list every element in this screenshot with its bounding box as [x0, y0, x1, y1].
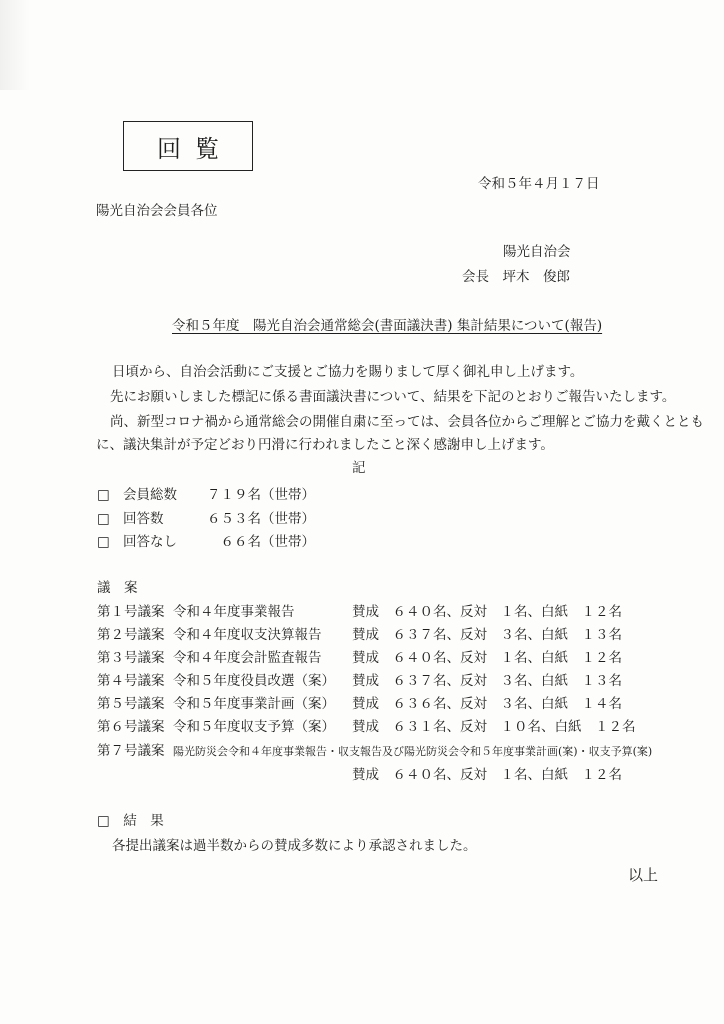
kairan-stamp-box	[123, 121, 253, 171]
agenda-name: 令和４年度収支決算報告	[173, 627, 322, 643]
agenda-item	[97, 600, 353, 620]
agenda-votes: 賛成 ６４０名、反対 １名、白紙 １２名	[352, 767, 622, 783]
agenda-number: 第７号議案	[97, 743, 165, 759]
body-paragraph-3: 尚、新型コロナ禍から通常総会の開催自粛に至っては、会員各位からご理解とご協力を戴くととも	[110, 414, 704, 430]
agenda-item	[97, 692, 353, 712]
agenda-votes: 賛成 ６３７名、反対 ３名、白紙 １３名	[352, 673, 622, 689]
body-paragraph-3-cont: に、議決集計が予定どおり円滑に行われましたこと深く感謝申し上げます。	[96, 437, 554, 453]
body-paragraph-1: 日頃から、自治会活動にご支援とご協力を賜りまして厚く御礼申し上げます。	[112, 364, 584, 380]
agenda-heading: 議 案	[97, 580, 138, 596]
body-paragraph-2: 先にお願いしました標記に係る書面議決書について、結果を下記のとおりご報告いたします。	[110, 389, 676, 405]
closing-ijou: 以上	[628, 866, 659, 884]
summary-row-answered	[97, 507, 315, 527]
summary-label: 会員総数	[123, 487, 177, 503]
agenda-number: 第３号議案	[97, 650, 165, 666]
ki-heading: 記	[352, 460, 366, 476]
agenda-name: 令和５年度事業計画（案）	[173, 696, 335, 712]
agenda-votes: 賛成 ６３７名、反対 ３名、白紙 １３名	[352, 627, 622, 643]
agenda-votes: 賛成 ６４０名、反対 １名、白紙 １２名	[352, 650, 622, 666]
agenda-votes: 賛成 ６３１名、反対 １０名、白紙 １２名	[352, 719, 636, 735]
agenda-name: 令和４年度事業報告	[173, 604, 295, 620]
checkbox-mark: □	[97, 487, 110, 503]
agenda-item	[97, 669, 353, 689]
scan-edge-shadow	[0, 0, 30, 90]
checkbox-mark: □	[97, 534, 110, 550]
agenda-item	[97, 646, 353, 666]
sender-organization: 陽光自治会	[503, 244, 571, 260]
kairan-label: 回覧	[157, 134, 233, 163]
addressee: 陽光自治会会員各位	[96, 203, 218, 219]
summary-row-total	[97, 483, 315, 503]
document-date: 令和５年４月１７日	[478, 176, 600, 192]
agenda-name: 陽光防災会令和４年度事業報告・収支報告及び陽光防災会令和５年度事業計画(案)・収支予算(案)	[173, 745, 653, 758]
checkbox-mark: □	[97, 511, 110, 527]
agenda-item	[97, 739, 652, 759]
agenda-number: 第２号議案	[97, 627, 165, 643]
document-subject: 令和５年度 陽光自治会通常総会(書面議決書) 集計結果について(報告)	[172, 318, 603, 334]
agenda-votes: 賛成 ６４０名、反対 １名、白紙 １２名	[352, 604, 622, 620]
summary-count: ６６名（世帯）	[207, 534, 315, 550]
agenda-name: 令和５年度役員改選（案）	[173, 673, 335, 689]
agenda-name: 令和４年度会計監査報告	[173, 650, 322, 666]
result-heading: □ 結 果	[97, 813, 164, 829]
summary-row-no-answer	[97, 530, 315, 550]
agenda-number: 第５号議案	[97, 696, 165, 712]
result-text: 各提出議案は過半数からの賛成多数により承認されました。	[112, 838, 477, 854]
agenda-number: 第１号議案	[97, 604, 165, 620]
agenda-name: 令和５年度収支予算（案）	[173, 719, 335, 735]
agenda-votes: 賛成 ６３６名、反対 ３名、白紙 １４名	[352, 696, 622, 712]
summary-count: ６５３名（世帯）	[207, 511, 315, 527]
agenda-item	[97, 715, 353, 735]
summary-label: 回答数	[123, 511, 164, 527]
agenda-number: 第６号議案	[97, 719, 165, 735]
agenda-number: 第４号議案	[97, 673, 165, 689]
summary-count: ７１９名（世帯）	[207, 487, 315, 503]
summary-label: 回答なし	[123, 534, 177, 550]
sender-name: 会長 坪木 俊郎	[462, 269, 570, 285]
agenda-item	[97, 623, 353, 643]
